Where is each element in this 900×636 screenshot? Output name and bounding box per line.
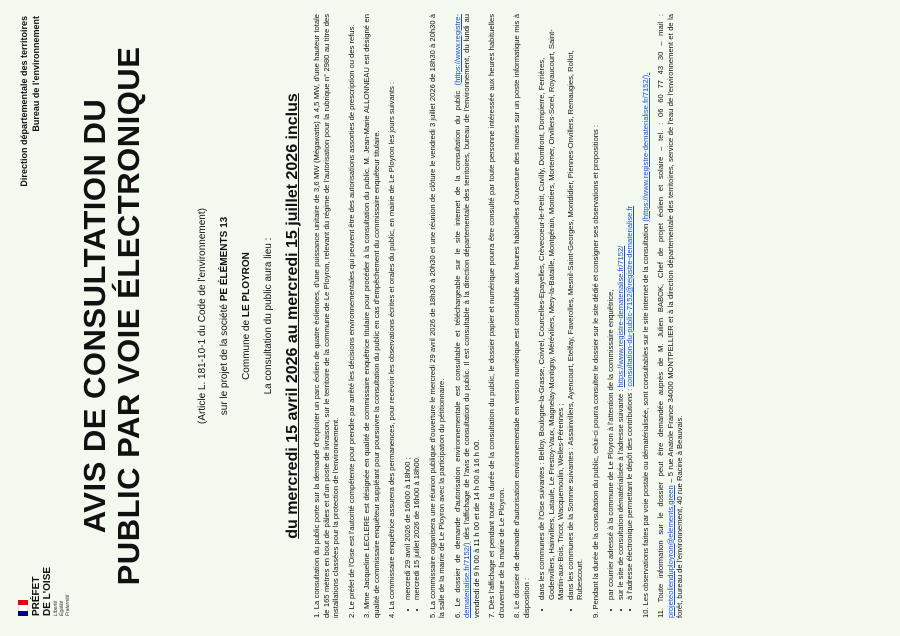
paragraph-11-a: 11. Toute information sur le dossier peut être demandée auprès de M. Julien BABOK, Chef de projet éolien et solaire – tel. : 06 60 77 43 30 – mail : (656, 14, 665, 618)
paragraph-7: 7. Dès l'affichage et pendant toute la durée de la consultation du public, le dossier papier et numérique pourra être consulté par toute personne intéressée aux heures habituelles d'ouverture de la mairie de Le Ployron. (487, 14, 506, 618)
observations-link[interactable]: (https://www.registre-dematerialise.fr/7152/). (640, 72, 650, 222)
paragraph-5: 5. La commissaire organisera une réunion publique d'ouverture le mercredi 29 avril 2026 de 18h30 à 20h30 et une réunion de clôture le vendredi 3 juillet 2026 de 18h30 à 20h30 à la salle de la mairie de Le Ployron avec la participation du pétitionnaire. (427, 14, 446, 618)
company-name: PE ÉLÉMENTS 13 (219, 216, 230, 302)
paragraph-6 (453, 14, 482, 618)
ministry-block (18, 16, 42, 187)
paragraph-6-a: 6. Le dossier de demande d'autorisation environnementale est consultable et téléchargeable sur le site internet de la consultation du public (452, 90, 462, 618)
paragraph-9: 9. Pendant la durée de la consultation du public, celui-ci pourra consulter le dossier sur le site dédié et consigner ses observations et propositions : (590, 124, 600, 618)
consultation-lieu: La consultation du public aura lieu : (263, 237, 274, 395)
ministry-line1: Direction départementale des territoires (19, 16, 29, 187)
paragraph-10 (641, 14, 651, 618)
ministry-line2: Bureau de l'environnement (31, 16, 41, 132)
notice-body (312, 14, 691, 618)
submission-web-text: sur le site de consultation dématérialisée à l'adresse suivante : (615, 389, 625, 600)
prefecture-logo (18, 546, 78, 616)
logo-motto-2: Égalité (59, 600, 65, 616)
paragraph-8: 8. Le dossier de demande d'autorisation environnementale en version numérique est consultable aux heures habituelles d'ouverture des mairies sur un poste informatique mis à disposition : (512, 14, 531, 618)
communes-list (537, 14, 585, 618)
tricolor-flag-icon (18, 600, 28, 616)
paragraph-6-b: dès l'affichage de l'avis de consultation du public. Il est consultable à la direction départementale des territoires, bureau de l'environnement, du lundi au vendredi de 9 h 00 à 11 h 00 et de 14 h 00 à 16 h 00. (462, 14, 481, 618)
submission-list (606, 14, 635, 618)
subtitle-block (192, 36, 280, 596)
contact-email-link[interactable]: projeteolienduployron@elements.green (665, 485, 675, 618)
consultation-period: du mercredi 15 avril 2026 au mercredi 15 juillet 2026 inclus (284, 93, 301, 539)
submission-email-link[interactable]: consultation-du-public-7152@registre-dematerialise.fr (625, 205, 634, 387)
permanence-item: • mercredi 29 avril 2026 de 16h00 à 18h00 ; (403, 14, 413, 600)
paragraph-10-a: 10. Les observations faites par voie postale ou dématérialisée, sont consultables sur le site internet de la consultation (640, 223, 650, 618)
logo-name-line2: DE L'OISE (42, 566, 53, 616)
submission-email-text: à l'adresse électronique permettant le dépôt des contributions : (625, 388, 634, 600)
submission-web-link[interactable]: https://www.registre-dematerialise.fr/7152/ (615, 245, 625, 388)
notice-title: AVIS DE CONSULTATION DU PUBLIC PAR VOIE ÉLECTRONIQUE (77, 46, 146, 586)
paragraph-1: 1. La consultation du public porte sur la demande d'exploiter un parc éolien de quatre éoliennes, d'une puissance unitaire de 3,6 MW (Mégawatts) à 4,5 MW, d'une hauteur totale de 165 mètres en bout de pâles et d'un poste de livraison, sur le territoire de la commune de Le Ployron, relevant du régime de l'autorisation pour la rubrique n° 2980 au titre des installations classées pour la protection de l'environnement. (312, 14, 340, 618)
article-reference: (Article L. 181-10-1 du Code de l'environnement) (197, 208, 208, 424)
submission-email (625, 14, 635, 600)
logo-motto-3: Fraternité (65, 594, 71, 616)
logo-motto-1: Liberté (53, 600, 59, 616)
communes-somme: • dans les communes de la Somme suivantes : Assainvillers, Ayencourt, Etelfay, Faverolles, Mesnil-Saint-Georges, Montdidier, Piennes-Onvillers, Remaugies, Rollot, Rubescourt. (566, 14, 585, 600)
project-prefix: sur le projet de la société (219, 304, 230, 416)
commune-name: LE PLOYRON (241, 252, 252, 318)
paragraph-11-b: – 5 rue Anatole France 34000 MONTPELLIER et à la direction départementale des territoires, service de l'eau de l'environnement et de la forêt, bureau de l'environnement, 40 rue Racine à Beauvais. (665, 14, 684, 618)
submission-web (616, 14, 626, 600)
paragraph-4: 4. La commissaire enquêtrice assurera des permanences, pour recevoir les observations écrites et orales du public, en mairie de Le Ployron les jours suivants : (387, 81, 396, 618)
communes-oise: • dans les communes de l'Oise suivantes : Belloy, Boulogne-la-Grasse, Coivrel, Courcelles-Epayelles, Crèvecoeur-le-Petit, Cuvilly, Domfront, Dompierre, Ferrières, Godenvillers, Hainvillers, Lataule, Le Frestoy-Vaux, Maignelay-Montigny, Méréviliers, Mery-la-Bataille, Montgérain, Montiers, Mortemer, Orvillers-Sorel, Royaucourt, Saint-Martin-aux-Bois, Tricot, Wacquemoulin, Welles-Pérennes ; (537, 14, 566, 600)
header (18, 16, 78, 616)
submission-post: • par courrier adressé à la commune de Le Ployron à l'attention de la commissaire enquêtrice, (606, 14, 616, 600)
logo-name-line1: PRÉFET (31, 576, 42, 616)
registry-link[interactable]: (https://www.registre-dematerialise.fr/7152/) (452, 14, 471, 618)
commune-line (236, 36, 258, 596)
permanence-list (403, 14, 422, 618)
paragraph-11 (656, 14, 685, 618)
permanence-item: • mercredi 15 juillet 2026 de 16h00 à 18h00. (412, 14, 422, 600)
paragraph-2: 2. Le préfet de l'Oise est l'autorité compétente pour prendre par arrêté les décisions environnementales qui peuvent être des autorisations assorties de prescription ou des refus. (346, 24, 356, 618)
project-line (214, 36, 236, 596)
paragraph-3: 3. Mme Jacqueline LECLERE est désignée en qualité de commissaire enquêtrice titulaire pour procéder à la consultation du public. M. Jean-Marie ALLONNEAU est désigné en qualité de commissaire enquêteur suppléant pour poursuivre la consultation du public en cas d'empêchement du commissaire enquêteur titulaire. (362, 14, 381, 618)
commune-prefix: Commune de (241, 319, 252, 380)
